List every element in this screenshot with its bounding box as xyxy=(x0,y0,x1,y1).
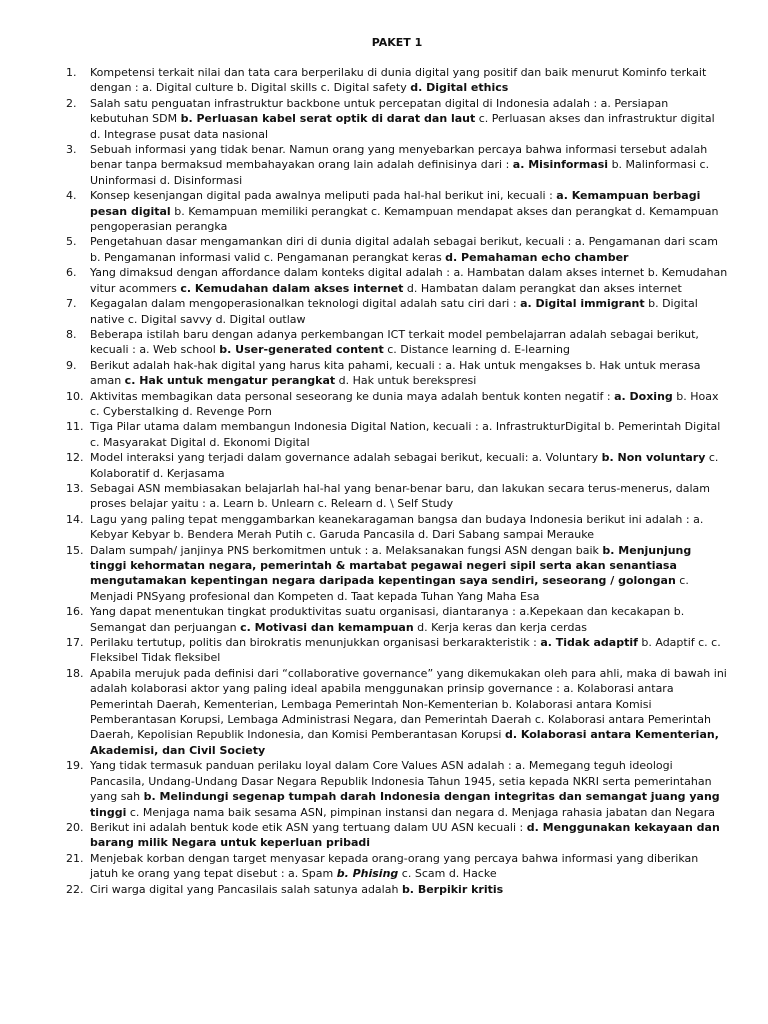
answer-key-highlight: b. Non voluntary xyxy=(601,451,706,465)
question-segment: d. Kerja keras dan kerja cerdas xyxy=(413,620,587,634)
question-number: 10. xyxy=(66,389,84,403)
question-segment: d. Hambatan dalam perangkat dan akses internet xyxy=(403,281,682,295)
question-segment: Kompetensi terkait nilai dan tata cara berperilaku di dunia digital yang positif dan baik menurut Kominfo terkait dengan : a. Digital culture b. Digital skills c. Digital safety xyxy=(90,66,707,95)
question-item xyxy=(66,604,728,635)
question-segment: Menjebak korban dengan target menyasar kepada orang-orang yang percaya bahwa informasi yang diberikan jatuh ke orang yang tepat disebut : a. Spam xyxy=(90,851,699,881)
question-item xyxy=(66,543,728,605)
question-segment: Pengetahuan dasar mengamankan diri di dunia digital adalah sebagai berikut, kecuali : a. Pengamanan dari scam b. Pengamanan informasi valid c. Pengamanan perangkat keras xyxy=(90,235,718,264)
question-number: 11. xyxy=(66,420,84,434)
question-segment: Apabila merujuk pada definisi dari “collaborative governance” yang dikemukakan oleh para ahli, maka di bawah ini adalah kolaborasi aktor yang paling ideal apabila menggunakan prinsip governance : a. Kolaborasi antara Pemerintah Daerah, Kementerian, Lembaga Pemerintah Non-Kementerian b. Kolaborasi antara Komisi Pemberantasan Korupsi, Lembaga Administrasi Negara, dan Pemerintah Daerah c. Kolaborasi antara Pemerintah Daerah, Kepolisian Republik Indonesia, dan Komisi Pemberantasan Korupsi xyxy=(90,666,727,742)
question-segment: c. Kolaboratif d. Kerjasama xyxy=(90,451,719,480)
question-segment: Perilaku tertutup, politis dan birokratis menunjukkan organisasi berkarakteristik : xyxy=(90,636,541,650)
question-text xyxy=(90,635,728,666)
question-text xyxy=(90,296,728,327)
question-item xyxy=(66,142,728,188)
question-segment: Kegagalan dalam mengoperasionalkan teknologi digital adalah satu ciri dari : xyxy=(90,297,521,311)
answer-key-highlight: b. User-generated content xyxy=(219,343,384,357)
question-item xyxy=(66,188,728,234)
question-segment: b. Digital native c. Digital savvy d. Digital outlaw xyxy=(90,297,698,326)
question-text xyxy=(90,188,728,234)
question-segment: Berikut adalah hak-hak digital yang harus kita pahami, kecuali : a. Hak untuk mengakses b. Hak untuk merasa aman xyxy=(90,358,701,388)
question-number: 15. xyxy=(66,543,84,557)
question-item xyxy=(66,666,728,758)
answer-key-highlight: b. Menjunjung tinggi kehormatan negara, pemerintah & martabat pegawai negeri sipil serta akan senantiasa mengutamakan kepentingan negara daripada kepentingan saya sendiri, seseorang / golongan xyxy=(90,543,692,588)
answer-key-highlight: b. Phising xyxy=(336,867,399,881)
question-text xyxy=(90,543,728,605)
question-number: 13. xyxy=(66,481,84,495)
question-segment: c. Menjadi PNSyang profesional dan Kompeten d. Taat kepada Tuhan Yang Maha Esa xyxy=(90,574,689,603)
question-text xyxy=(90,265,728,296)
question-segment: Aktivitas membagikan data personal seseorang ke dunia maya adalah bentuk konten negatif : xyxy=(90,389,615,403)
question-text xyxy=(90,419,728,450)
question-number: 19. xyxy=(66,759,84,773)
document-title: PAKET 1 xyxy=(371,36,423,49)
question-item xyxy=(66,512,728,543)
answer-key-highlight: a. Kemampuan berbagi pesan digital xyxy=(90,189,701,218)
question-segment: Beberapa istilah baru dengan adanya perkembangan ICT terkait model pembelajarran adalah sebagai berikut, kecuali : a. Web school xyxy=(90,327,699,357)
question-number: 16. xyxy=(66,605,84,619)
question-number: 14. xyxy=(66,512,84,526)
question-item xyxy=(66,234,728,265)
question-number: 17. xyxy=(66,636,84,650)
question-segment: b. Adaptif c. c. Fleksibel Tidak fleksibel xyxy=(90,636,721,665)
question-item xyxy=(66,851,728,882)
question-segment: Konsep kesenjangan digital pada awalnya meliputi pada hal-hal berikut ini, kecuali : xyxy=(90,189,557,203)
question-text xyxy=(90,327,728,358)
question-segment: c. Perluasan akses dan infrastruktur digital d. Integrase pusat data nasional xyxy=(90,112,715,141)
question-number: 2. xyxy=(66,96,77,110)
question-segment: Yang dapat menentukan tingkat produktivitas suatu organisasi, diantaranya : a.Kepekaan dan kecakapan b. Semangat dan perjuangan xyxy=(90,605,685,634)
question-list xyxy=(66,65,728,897)
answer-key-highlight: a. Doxing xyxy=(614,389,673,403)
question-segment: Model interaksi yang terjadi dalam governance adalah sebagai berikut, kecuali: a. Voluntary xyxy=(90,451,602,465)
question-number: 21. xyxy=(66,851,84,865)
question-segment: Yang dimaksud dengan affordance dalam konteks digital adalah : a. Hambatan dalam akses internet b. Kemudahan vitur acommers xyxy=(90,266,728,295)
question-item xyxy=(66,296,728,327)
question-number: 8. xyxy=(66,327,77,341)
question-number: 18. xyxy=(66,666,84,680)
question-text xyxy=(90,358,728,389)
question-item xyxy=(66,481,728,512)
question-text xyxy=(90,666,728,758)
question-item xyxy=(66,450,728,481)
question-segment: Ciri warga digital yang Pancasilais salah satunya adalah xyxy=(90,882,402,896)
question-text xyxy=(90,820,728,851)
answer-key-highlight: d. Menggunakan kekayaan dan barang milik Negara untuk keperluan pribadi xyxy=(90,820,720,850)
question-text xyxy=(90,65,728,96)
answer-key-highlight: a. Digital immigrant xyxy=(520,297,645,311)
question-text xyxy=(90,758,728,820)
question-text xyxy=(90,96,728,142)
answer-key-highlight: a. Misinformasi xyxy=(512,158,609,172)
question-item xyxy=(66,358,728,389)
question-segment: Berikut ini adalah bentuk kode etik ASN yang tertuang dalam UU ASN kecuali : xyxy=(90,820,527,834)
answer-key-highlight: b. Perluasan kabel serat optik di darat dan laut xyxy=(180,112,476,126)
question-segment: c. Menjaga nama baik sesama ASN, pimpinan instansi dan negara d. Menjaga rahasia jabatan dan Negara xyxy=(126,805,716,819)
answer-key-highlight: c. Motivasi dan kemampuan xyxy=(240,620,414,634)
question-text xyxy=(90,851,728,882)
question-number: 7. xyxy=(66,297,77,311)
question-text xyxy=(90,481,728,512)
answer-key-highlight: b. Berpikir kritis xyxy=(401,882,504,896)
question-segment: Sebuah informasi yang tidak benar. Namun orang yang menyebarkan percaya bahwa informasi tersebut adalah benar tanpa bermaksud membahayakan orang lain adalah definisinya dari : xyxy=(90,143,708,172)
question-text xyxy=(90,389,728,420)
question-segment: c. Scam d. Hacke xyxy=(398,867,497,881)
question-number: 1. xyxy=(66,66,77,79)
question-number: 3. xyxy=(66,143,77,157)
question-segment: Lagu yang paling tepat menggambarkan keanekaragaman bangsa dan budaya Indonesia berikut ini adalah : a. Kebyar Kebyar b. Bendera Merah Putih c. Garuda Pancasila d. Dari Sabang sampai Merauke xyxy=(90,512,704,542)
answer-key-highlight: d. Kolaborasi antara Kementerian, Akademisi, dan Civil Society xyxy=(90,728,719,757)
question-number: 4. xyxy=(66,189,77,203)
question-item xyxy=(66,96,728,142)
question-segment: Sebagai ASN membiasakan belajarlah hal-hal yang benar-benar baru, dan lakukan secara terus-menerus, dalam proses belajar yaitu : a. Learn b. Unlearn c. Relearn d. \ Self Study xyxy=(90,481,710,511)
question-item xyxy=(66,327,728,358)
question-number: 5. xyxy=(66,235,77,249)
question-segment: c. Distance learning d. E-learning xyxy=(383,343,571,357)
question-item xyxy=(66,635,728,666)
question-segment: Dalam sumpah/ janjinya PNS berkomitmen untuk : a. Melaksanakan fungsi ASN dengan baik xyxy=(90,543,603,557)
question-segment: Yang tidak termasuk panduan perilaku loyal dalam Core Values ASN adalah : a. Memegang teguh ideologi Pancasila, Undang-Undang Dasar Negara Republik Indonesia Tahun 1945, setia kepada NKRI serta pemerintahan yang sah xyxy=(90,759,712,804)
question-segment: d. Hak untuk berekspresi xyxy=(335,374,477,388)
question-item xyxy=(66,419,728,450)
question-text xyxy=(90,234,728,265)
answer-key-highlight: d. Digital ethics xyxy=(410,81,509,95)
question-text xyxy=(90,512,728,543)
question-text xyxy=(90,882,728,897)
question-segment: b. Kemampuan memiliki perangkat c. Kemampuan mendapat akses dan perangkat d. Kemampuan pengoperasian perangka xyxy=(90,204,719,234)
answer-key-highlight: a. Tidak adaptif xyxy=(540,636,638,650)
answer-key-highlight: b. Melindungi segenap tumpah darah Indonesia dengan integritas dan semangat juang yang tinggi xyxy=(90,790,720,819)
question-item xyxy=(66,758,728,820)
question-item xyxy=(66,265,728,296)
question-number: 9. xyxy=(66,358,77,372)
question-segment: b. Malinformasi c. Uninformasi d. Disinformasi xyxy=(90,158,710,187)
question-number: 6. xyxy=(66,266,77,280)
question-number: 20. xyxy=(66,820,84,834)
question-item xyxy=(66,820,728,851)
answer-key-highlight: c. Hak untuk mengatur perangkat xyxy=(124,374,336,388)
question-segment: Salah satu penguatan infrastruktur backbone untuk percepatan digital di Indonesia adalah : a. Persiapan kebutuhan SDM xyxy=(90,96,669,126)
question-item xyxy=(66,389,728,420)
question-text xyxy=(90,142,728,188)
answer-key-highlight: c. Kemudahan dalam akses internet xyxy=(180,281,404,295)
question-item xyxy=(66,65,728,96)
question-segment: b. Hoax c. Cyberstalking d. Revenge Porn xyxy=(90,389,719,418)
question-number: 12. xyxy=(66,451,84,465)
question-item xyxy=(66,882,728,897)
answer-key-highlight: d. Pemahaman echo chamber xyxy=(445,250,629,264)
question-text xyxy=(90,450,728,481)
question-number: 22. xyxy=(66,882,84,896)
question-text xyxy=(90,604,728,635)
question-segment: Tiga Pilar utama dalam membangun Indonesia Digital Nation, kecuali : a. InfrastrukturDigital b. Pemerintah Digital c. Masyarakat Digital d. Ekonomi Digital xyxy=(90,420,721,449)
